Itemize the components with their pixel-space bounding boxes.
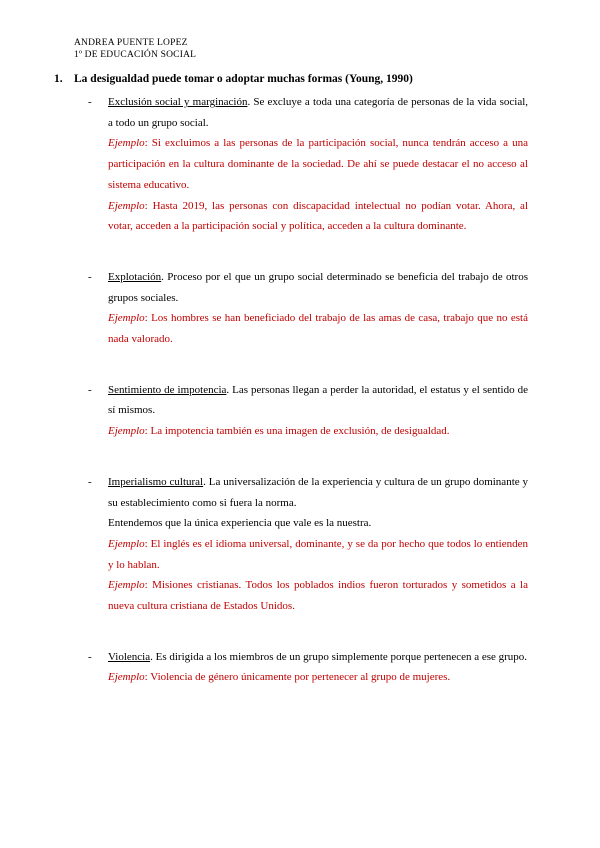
document-header <box>74 37 196 61</box>
example-label: Ejemplo <box>108 671 145 684</box>
item-definition-text: . Proceso por el que un grupo social determinado se beneficia del trabajo de otros grupos sociales. <box>108 270 528 304</box>
example-paragraph <box>108 667 528 688</box>
course-label: 1º DE EDUCACIÓN SOCIAL <box>74 50 197 60</box>
item-definition-text: . Las personas llegan a perder la autoridad, el estatus y el sentido de sí mismos. <box>108 383 528 417</box>
example-text: : El inglés es el idioma universal, dominante, y se da por hecho que todos lo entienden y lo hablan. <box>108 537 528 571</box>
list-bullet: - <box>88 650 92 663</box>
example-text: : Misiones cristianas. Todos los poblados indios fueron torturados y sometidos a la nueva cultura cristiana de Estados Unidos. <box>108 579 528 613</box>
item-term: Violencia <box>108 650 151 663</box>
inequality-forms-list <box>88 92 528 688</box>
example-label: Ejemplo <box>108 312 145 325</box>
example-label: Ejemplo <box>108 199 145 212</box>
example-paragraph <box>108 308 528 349</box>
item-definition <box>108 472 528 513</box>
item-term: Explotación <box>108 270 162 283</box>
example-text: : La impotencia también es una imagen de exclusión, de desigualdad. <box>144 425 450 438</box>
list-item <box>88 267 528 350</box>
example-label: Ejemplo <box>108 537 145 550</box>
item-definition <box>108 92 528 133</box>
list-item <box>88 647 528 688</box>
example-paragraph <box>108 421 528 442</box>
item-definition <box>108 647 528 668</box>
example-paragraph <box>108 196 528 237</box>
list-item <box>88 92 528 237</box>
list-bullet: - <box>88 475 92 488</box>
list-item <box>88 380 528 442</box>
item-definition <box>108 267 528 308</box>
section-number: 1. <box>54 73 63 85</box>
example-label: Ejemplo <box>108 425 145 438</box>
example-text: : Hasta 2019, las personas con discapacidad intelectual no podían votar. Ahora, al votar, acceden a la participación social y política, acceden a la cultura dominante. <box>108 199 528 233</box>
item-term: Sentimiento de impotencia <box>108 383 227 396</box>
example-paragraph <box>108 133 528 195</box>
example-label: Ejemplo <box>108 137 145 150</box>
example-text: : Los hombres se han beneficiado del trabajo de las amas de casa, trabajo que no está nada valorado. <box>108 312 528 346</box>
example-paragraph <box>108 575 528 616</box>
item-term: Imperialismo cultural <box>108 475 204 488</box>
section-title: La desigualdad puede tomar o adoptar muchas formas (Young, 1990) <box>74 73 413 85</box>
item-definition-text: . La universalización de la experiencia y cultura de un grupo dominante y su establecimiento como si fuera la norma. <box>108 475 528 509</box>
list-bullet: - <box>88 270 92 283</box>
author-name: ANDREA PUENTE LOPEZ <box>74 38 188 48</box>
item-term: Exclusión social y marginación <box>108 96 248 108</box>
example-label: Ejemplo <box>108 579 145 592</box>
list-bullet: - <box>88 383 92 396</box>
item-definition-text: . Es dirigida a los miembros de un grupo simplemente porque pertenecen a ese grupo. <box>150 650 528 663</box>
item-definition <box>108 380 528 421</box>
item-definition-text: . Se excluye a toda una categoría de personas de la vida social, a todo un grupo social. <box>108 96 529 129</box>
example-paragraph <box>108 534 528 575</box>
list-bullet: - <box>88 96 92 108</box>
section-heading <box>54 71 413 87</box>
example-text: : Si excluimos a las personas de la participación social, nunca tendrán acceso a una participación en la cultura dominante de la sociedad. De ahí se puede destacar el no acceso al sistema educativo. <box>108 137 528 191</box>
item-extra-note: Entendemos que la única experiencia que vale es la nuestra. <box>108 517 372 530</box>
list-item <box>88 472 528 617</box>
example-text: : Violencia de género únicamente por pertenecer al grupo de mujeres. <box>144 671 451 684</box>
